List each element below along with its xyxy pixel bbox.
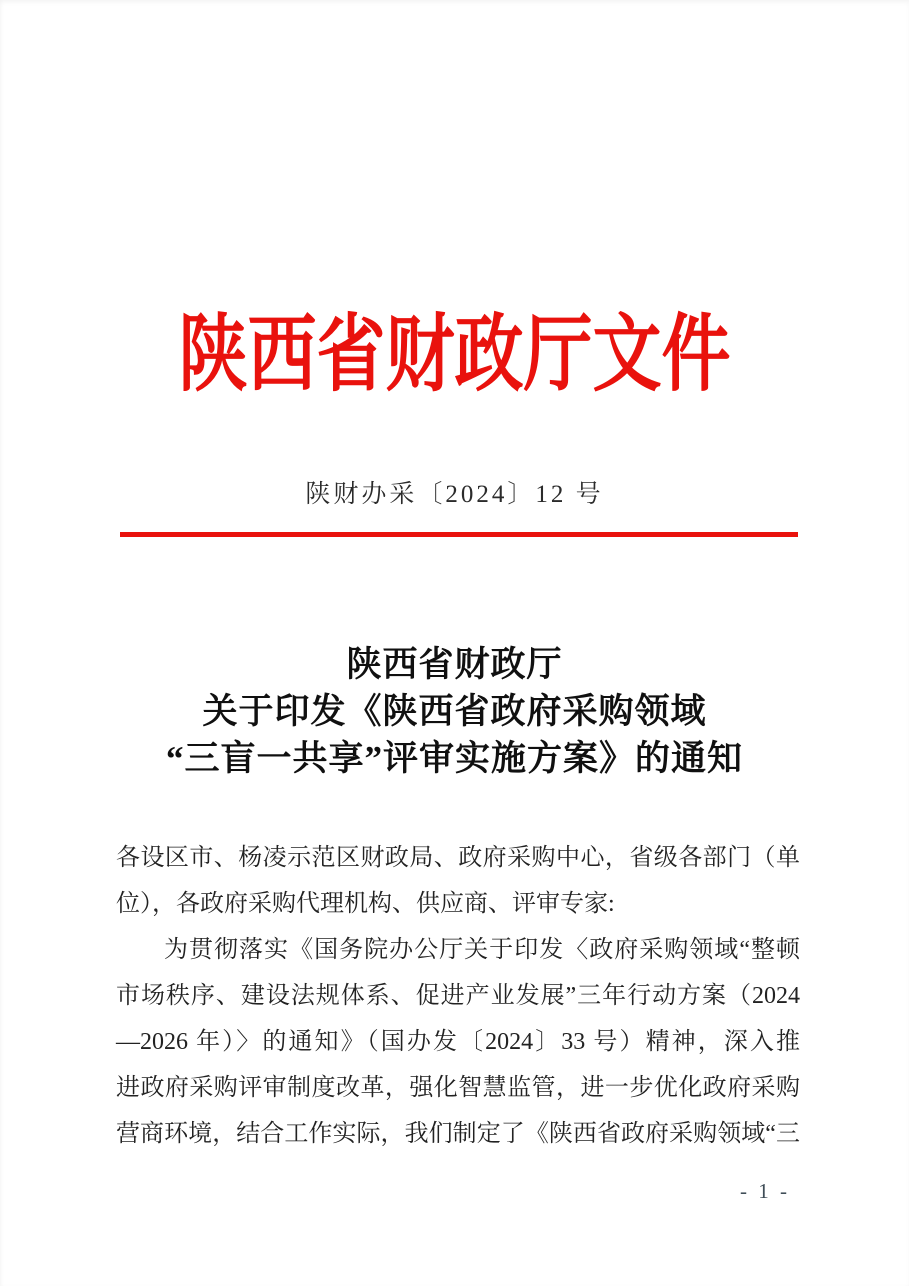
notice-title-line-1: 陕西省财政厅 xyxy=(346,645,563,684)
letterhead-title xyxy=(0,308,909,402)
notice-title-line-3: “三盲一共享”评审实施方案》的通知 xyxy=(165,739,743,778)
red-divider-line xyxy=(120,532,798,537)
notice-title-line-2: 关于印发《陕西省政府采购领域 xyxy=(202,692,707,731)
page-number: - 1 - xyxy=(740,1179,790,1203)
body-line-4: 市场秩序、建设法规体系、促进产业发展”三年行动方案（2024 xyxy=(116,983,800,1009)
document-number: 陕财办采〔2024〕12 号 xyxy=(305,481,604,508)
body-line-5: —2026 年）〉的通知》（国办发〔2024〕33 号）精神，深入推 xyxy=(116,1029,800,1055)
body-line-6: 进政府采购评审制度改革，强化智慧监管，进一步优化政府采购 xyxy=(116,1075,800,1101)
body-line-1: 各设区市、杨凌示范区财政局、政府采购中心，省级各部门（单 xyxy=(116,845,800,871)
letterhead-title-text: 陕西省财政厅文件 xyxy=(178,308,731,402)
document-body xyxy=(116,835,800,1157)
body-line-3: 为贯彻落实《国务院办公厅关于印发〈政府采购领域“整顿 xyxy=(164,937,800,963)
notice-title xyxy=(0,641,909,782)
body-line-2: 位），各政府采购代理机构、供应商、评审专家: xyxy=(116,891,615,917)
body-line-7: 营商环境，结合工作实际，我们制定了《陕西省政府采购领域“三 xyxy=(116,1121,800,1147)
